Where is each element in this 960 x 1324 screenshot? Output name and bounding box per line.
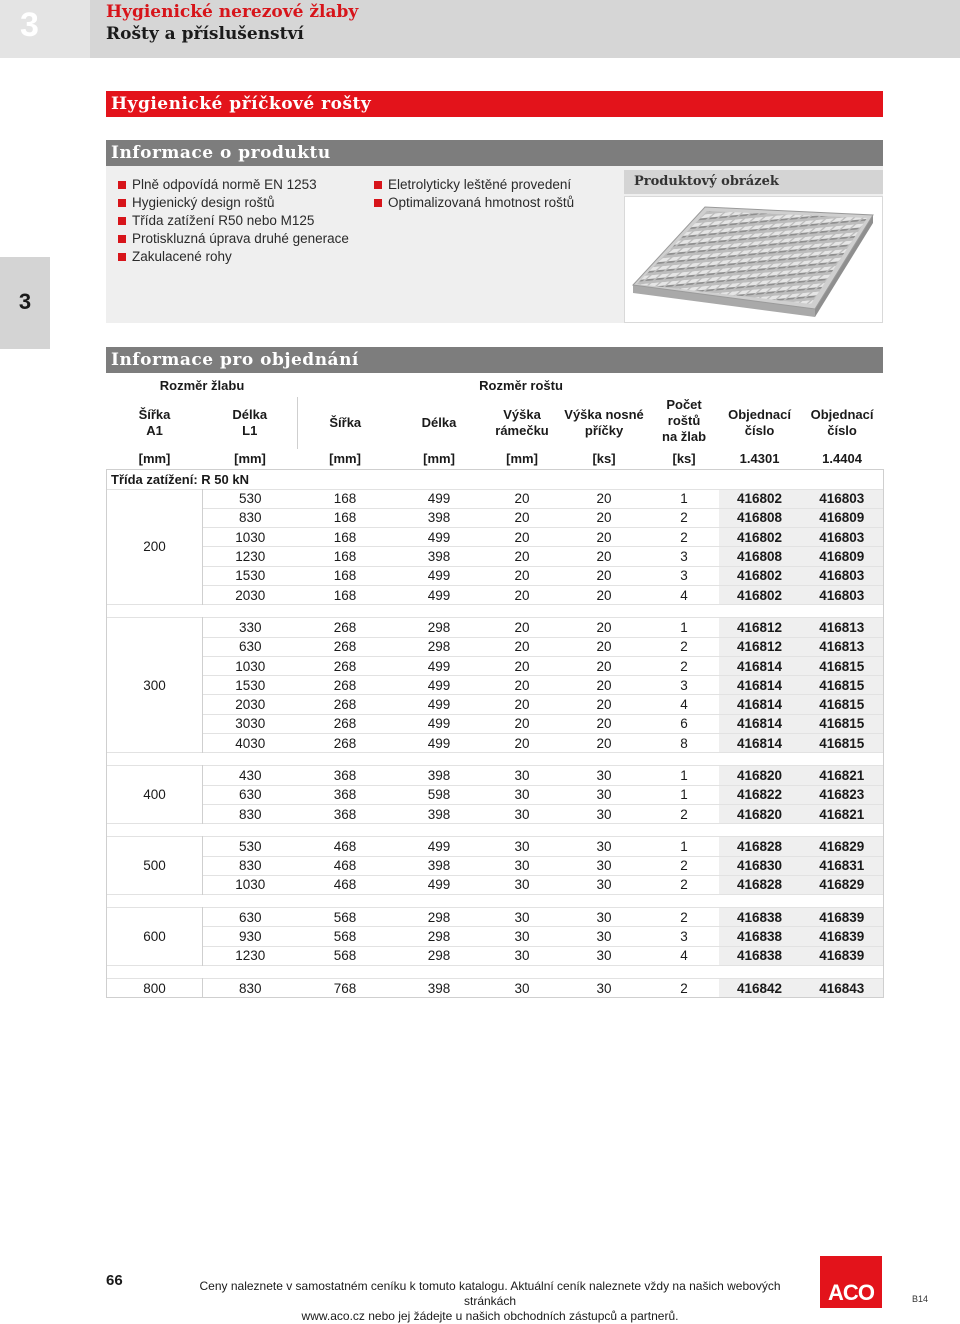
column-header bbox=[486, 397, 559, 449]
table-cell: 4 bbox=[650, 695, 719, 714]
table-cell: 6 bbox=[650, 714, 719, 733]
table-row bbox=[107, 547, 884, 566]
table-cell: 499 bbox=[393, 528, 486, 547]
table-cell: 30 bbox=[559, 804, 650, 823]
table-cell: 268 bbox=[298, 618, 393, 637]
table-cell: 416812 bbox=[719, 637, 801, 656]
channel-width-cell: 400 bbox=[107, 766, 203, 824]
table-row bbox=[107, 528, 884, 547]
table-cell: 416829 bbox=[801, 837, 884, 856]
column-header-label: Šířka bbox=[329, 415, 362, 430]
table-cell: 416803 bbox=[801, 566, 884, 585]
table-cell: 298 bbox=[393, 618, 486, 637]
table-cell: 30 bbox=[486, 927, 559, 946]
table-cell: 20 bbox=[486, 695, 559, 714]
table-cell: 630 bbox=[203, 637, 298, 656]
table-cell: 30 bbox=[486, 804, 559, 823]
table-cell: 4 bbox=[650, 585, 719, 604]
section-title: Hygienické příčkové rošty bbox=[106, 91, 883, 117]
table-cell: 768 bbox=[298, 979, 393, 998]
table-cell: 20 bbox=[559, 656, 650, 675]
table-cell: 168 bbox=[298, 508, 393, 527]
table-cell: 499 bbox=[393, 734, 486, 753]
table-cell: 416815 bbox=[801, 676, 884, 695]
table-cell: 298 bbox=[393, 637, 486, 656]
table-cell: 930 bbox=[203, 927, 298, 946]
table-cell: 20 bbox=[559, 734, 650, 753]
table-cell: 398 bbox=[393, 856, 486, 875]
table-cell: 499 bbox=[393, 489, 486, 508]
table-cell: 20 bbox=[559, 676, 650, 695]
table-cell: 298 bbox=[393, 908, 486, 927]
table-row bbox=[107, 734, 884, 753]
table-cell: 416814 bbox=[719, 695, 801, 714]
table-row bbox=[107, 695, 884, 714]
table-cell: 20 bbox=[559, 637, 650, 656]
table-cell: 416803 bbox=[801, 585, 884, 604]
table-cell: 468 bbox=[298, 856, 393, 875]
table-cell: 1 bbox=[650, 489, 719, 508]
table-cell: 416820 bbox=[719, 804, 801, 823]
table-cell: 268 bbox=[298, 695, 393, 714]
table-cell: 30 bbox=[559, 946, 650, 965]
table-cell: 499 bbox=[393, 656, 486, 675]
table-cell: 416813 bbox=[801, 618, 884, 637]
table-cell: 398 bbox=[393, 547, 486, 566]
chapter-side-tab bbox=[0, 257, 50, 349]
table-cell: 416814 bbox=[719, 676, 801, 695]
table-cell: 168 bbox=[298, 547, 393, 566]
column-header bbox=[650, 397, 719, 449]
table-cell: 1 bbox=[650, 837, 719, 856]
column-header-label: Délka bbox=[232, 407, 268, 422]
table-cell: 20 bbox=[486, 585, 559, 604]
footer-note bbox=[190, 1279, 790, 1324]
column-header-label2: A1 bbox=[146, 423, 163, 438]
table-cell: 416814 bbox=[719, 734, 801, 753]
aco-logo bbox=[820, 1256, 882, 1308]
table-cell: 416815 bbox=[801, 714, 884, 733]
table-cell: 20 bbox=[559, 508, 650, 527]
table-cell: 20 bbox=[486, 547, 559, 566]
table-cell: 416838 bbox=[719, 946, 801, 965]
table-cell: 268 bbox=[298, 714, 393, 733]
table-cell: 416809 bbox=[801, 508, 884, 527]
table-row bbox=[107, 637, 884, 656]
column-header bbox=[559, 397, 650, 449]
table-cell: 499 bbox=[393, 714, 486, 733]
chapter-box bbox=[0, 0, 90, 58]
table-cell: 2 bbox=[650, 528, 719, 547]
table-cell: 499 bbox=[393, 837, 486, 856]
channel-width-cell: 300 bbox=[107, 618, 203, 753]
table-cell: 416815 bbox=[801, 695, 884, 714]
page-code: B14 bbox=[912, 1294, 929, 1304]
table-cell: 416812 bbox=[719, 618, 801, 637]
table-cell: 30 bbox=[486, 946, 559, 965]
table-cell: 30 bbox=[559, 927, 650, 946]
table-cell: 416802 bbox=[719, 585, 801, 604]
column-header-label2: L1 bbox=[242, 423, 258, 438]
group-spacer bbox=[107, 753, 884, 766]
table-cell: 268 bbox=[298, 637, 393, 656]
table-cell: 2 bbox=[650, 637, 719, 656]
footer-note-line-2: www.aco.cz nebo jej žádejte u našich obchodních zástupců a partnerů. bbox=[301, 1309, 679, 1323]
table-cell: 416829 bbox=[801, 875, 884, 894]
table-cell: 298 bbox=[393, 927, 486, 946]
table-row bbox=[107, 489, 884, 508]
table-cell: 630 bbox=[203, 908, 298, 927]
column-header-label2: rámečku bbox=[495, 423, 549, 438]
table-cell: 2 bbox=[650, 908, 719, 927]
table-cell: 530 bbox=[203, 489, 298, 508]
column-header-label2: na žlab bbox=[662, 429, 707, 444]
channel-width-cell: 500 bbox=[107, 837, 203, 895]
chapter-number: 3 bbox=[20, 6, 39, 44]
table-cell: 530 bbox=[203, 837, 298, 856]
feature-item: Eletrolyticky leštěné provedení bbox=[374, 176, 574, 194]
column-unit: [mm] bbox=[234, 451, 266, 467]
table-cell: 499 bbox=[393, 585, 486, 604]
table-cell: 2030 bbox=[203, 695, 298, 714]
feature-item: Protiskluzná úprava druhé generace bbox=[118, 230, 349, 248]
table-row bbox=[107, 566, 884, 585]
table-cell: 1230 bbox=[203, 547, 298, 566]
table-cell: 568 bbox=[298, 946, 393, 965]
table-cell: 268 bbox=[298, 676, 393, 695]
column-header-label: Šířka bbox=[138, 407, 171, 422]
table-cell: 416803 bbox=[801, 528, 884, 547]
column-unit: [mm] bbox=[138, 451, 171, 467]
table-cell: 2 bbox=[650, 979, 719, 998]
table-cell: 499 bbox=[393, 676, 486, 695]
table-cell: 20 bbox=[486, 508, 559, 527]
order-table bbox=[106, 373, 884, 998]
table-cell: 20 bbox=[486, 734, 559, 753]
table-cell: 416838 bbox=[719, 927, 801, 946]
table-cell: 416814 bbox=[719, 656, 801, 675]
table-cell: 168 bbox=[298, 585, 393, 604]
table-cell: 416828 bbox=[719, 837, 801, 856]
table-cell: 1030 bbox=[203, 875, 298, 894]
table-cell: 416828 bbox=[719, 875, 801, 894]
side-tab-number: 3 bbox=[18, 289, 32, 314]
table-cell: 368 bbox=[298, 785, 393, 804]
table-cell: 568 bbox=[298, 927, 393, 946]
table-cell: 416839 bbox=[801, 946, 884, 965]
table-cell: 416831 bbox=[801, 856, 884, 875]
channel-width-cell: 200 bbox=[107, 489, 203, 605]
table-row bbox=[107, 766, 884, 785]
table-cell: 3 bbox=[650, 927, 719, 946]
table-cell: 398 bbox=[393, 979, 486, 998]
table-cell: 416830 bbox=[719, 856, 801, 875]
table-cell: 2 bbox=[650, 875, 719, 894]
table-row bbox=[107, 714, 884, 733]
table-cell: 168 bbox=[298, 566, 393, 585]
column-header-label: Výška bbox=[503, 407, 541, 422]
table-cell: 416808 bbox=[719, 508, 801, 527]
grate-illustration bbox=[625, 197, 882, 322]
feature-item: Plně odpovídá normě EN 1253 bbox=[118, 176, 349, 194]
column-unit: 1.4301 bbox=[739, 451, 780, 467]
table-cell: 416842 bbox=[719, 979, 801, 998]
feature-list-left bbox=[118, 176, 349, 266]
column-unit: 1.4404 bbox=[822, 451, 862, 467]
table-row bbox=[107, 676, 884, 695]
table-cell: 468 bbox=[298, 837, 393, 856]
table-cell: 499 bbox=[393, 566, 486, 585]
feature-item: Optimalizovaná hmotnost roštů bbox=[374, 194, 574, 212]
table-cell: 4 bbox=[650, 946, 719, 965]
channel-dim-header: Rozměr žlabu bbox=[159, 377, 245, 393]
table-cell: 1030 bbox=[203, 656, 298, 675]
table-cell: 30 bbox=[559, 785, 650, 804]
table-cell: 1 bbox=[650, 766, 719, 785]
table-cell: 20 bbox=[486, 637, 559, 656]
table-cell: 1 bbox=[650, 618, 719, 637]
group-spacer bbox=[107, 824, 884, 837]
table-cell: 430 bbox=[203, 766, 298, 785]
order-info-heading: Informace pro objednání bbox=[106, 347, 883, 373]
table-cell: 1230 bbox=[203, 946, 298, 965]
channel-width-cell: 800 bbox=[107, 979, 203, 998]
table-row bbox=[107, 946, 884, 965]
table-cell: 20 bbox=[559, 618, 650, 637]
table-cell: 20 bbox=[559, 695, 650, 714]
table-cell: 416839 bbox=[801, 927, 884, 946]
group-spacer bbox=[107, 966, 884, 979]
table-cell: 3030 bbox=[203, 714, 298, 733]
table-cell: 20 bbox=[486, 618, 559, 637]
table-cell: 416803 bbox=[801, 489, 884, 508]
table-cell: 268 bbox=[298, 656, 393, 675]
page-header bbox=[0, 0, 960, 58]
column-header-label2: číslo bbox=[744, 423, 775, 438]
column-unit: [ks] bbox=[592, 451, 616, 467]
group-spacer bbox=[107, 895, 884, 908]
column-header-label: Délka bbox=[421, 415, 457, 430]
column-unit: [mm] bbox=[506, 451, 538, 467]
table-cell: 416821 bbox=[801, 804, 884, 823]
table-cell: 416802 bbox=[719, 566, 801, 585]
table-cell: 1 bbox=[650, 785, 719, 804]
table-cell: 30 bbox=[486, 908, 559, 927]
table-cell: 30 bbox=[559, 979, 650, 998]
table-row bbox=[107, 837, 884, 856]
column-header bbox=[801, 397, 884, 449]
table-cell: 416802 bbox=[719, 489, 801, 508]
table-cell: 499 bbox=[393, 695, 486, 714]
page-title: Hygienické nerezové žlaby bbox=[106, 2, 359, 22]
table-row bbox=[107, 979, 884, 998]
table-cell: 468 bbox=[298, 875, 393, 894]
aco-logo-text: ACO bbox=[828, 1280, 874, 1305]
table-cell: 30 bbox=[559, 875, 650, 894]
table-cell: 2 bbox=[650, 508, 719, 527]
column-header bbox=[393, 397, 486, 449]
table-cell: 416843 bbox=[801, 979, 884, 998]
product-image-heading: Produktový obrázek bbox=[624, 170, 883, 194]
table-cell: 398 bbox=[393, 804, 486, 823]
table-cell: 298 bbox=[393, 946, 486, 965]
table-cell: 20 bbox=[559, 566, 650, 585]
table-cell: 398 bbox=[393, 766, 486, 785]
feature-list-right bbox=[374, 176, 574, 212]
table-row bbox=[107, 785, 884, 804]
channel-width-cell: 600 bbox=[107, 908, 203, 966]
table-cell: 268 bbox=[298, 734, 393, 753]
column-header-label: Objednací bbox=[810, 407, 874, 422]
table-cell: 20 bbox=[486, 676, 559, 695]
feature-item: Třída zatížení R50 nebo M125 bbox=[118, 212, 349, 230]
table-cell: 30 bbox=[559, 766, 650, 785]
table-cell: 398 bbox=[393, 508, 486, 527]
table-cell: 416808 bbox=[719, 547, 801, 566]
footer-note-line-1: Ceny naleznete v samostatném ceníku k tomuto katalogu. Aktuální ceník naleznete vždy na našich webových stránkách bbox=[199, 1279, 781, 1308]
table-cell: 830 bbox=[203, 804, 298, 823]
table-cell: 2 bbox=[650, 804, 719, 823]
table-cell: 30 bbox=[559, 856, 650, 875]
column-header bbox=[203, 397, 298, 449]
table-cell: 499 bbox=[393, 875, 486, 894]
table-cell: 20 bbox=[559, 547, 650, 566]
grate-dim-header: Rozměr roštu bbox=[479, 377, 563, 393]
table-cell: 1530 bbox=[203, 566, 298, 585]
table-cell: 20 bbox=[559, 714, 650, 733]
table-cell: 568 bbox=[298, 908, 393, 927]
table-row bbox=[107, 908, 884, 927]
table-cell: 8 bbox=[650, 734, 719, 753]
table-cell: 168 bbox=[298, 489, 393, 508]
table-cell: 368 bbox=[298, 766, 393, 785]
product-info-heading: Informace o produktu bbox=[106, 140, 883, 166]
table-cell: 416838 bbox=[719, 908, 801, 927]
table-cell: 368 bbox=[298, 804, 393, 823]
table-cell: 2 bbox=[650, 656, 719, 675]
column-header bbox=[298, 397, 393, 449]
table-cell: 416802 bbox=[719, 528, 801, 547]
table-cell: 330 bbox=[203, 618, 298, 637]
table-cell: 20 bbox=[559, 585, 650, 604]
product-image bbox=[624, 196, 883, 323]
table-cell: 30 bbox=[559, 908, 650, 927]
table-cell: 416822 bbox=[719, 785, 801, 804]
table-cell: 20 bbox=[486, 528, 559, 547]
table-cell: 416809 bbox=[801, 547, 884, 566]
table-cell: 830 bbox=[203, 508, 298, 527]
table-cell: 1030 bbox=[203, 528, 298, 547]
table-cell: 416820 bbox=[719, 766, 801, 785]
column-header bbox=[107, 397, 203, 449]
table-row bbox=[107, 875, 884, 894]
table-cell: 830 bbox=[203, 856, 298, 875]
table-cell: 30 bbox=[486, 979, 559, 998]
header-spacer bbox=[650, 373, 884, 397]
table-cell: 20 bbox=[486, 656, 559, 675]
table-cell: 30 bbox=[486, 875, 559, 894]
table-cell: 20 bbox=[559, 528, 650, 547]
table-cell: 30 bbox=[559, 837, 650, 856]
feature-item: Hygienický design roštů bbox=[118, 194, 349, 212]
table-cell: 2 bbox=[650, 856, 719, 875]
table-cell: 416839 bbox=[801, 908, 884, 927]
table-cell: 416823 bbox=[801, 785, 884, 804]
table-cell: 30 bbox=[486, 856, 559, 875]
table-cell: 30 bbox=[486, 766, 559, 785]
table-cell: 20 bbox=[486, 714, 559, 733]
table-cell: 20 bbox=[486, 489, 559, 508]
header-spacer bbox=[298, 373, 393, 397]
table-row bbox=[107, 585, 884, 604]
table-row bbox=[107, 856, 884, 875]
page-number: 66 bbox=[106, 1272, 123, 1289]
group-spacer bbox=[107, 605, 884, 618]
table-cell: 20 bbox=[486, 566, 559, 585]
feature-item: Zakulacené rohy bbox=[118, 248, 349, 266]
table-cell: 3 bbox=[650, 547, 719, 566]
column-header bbox=[719, 397, 801, 449]
column-unit: [mm] bbox=[329, 451, 361, 467]
column-unit: [ks] bbox=[672, 451, 696, 467]
table-cell: 168 bbox=[298, 528, 393, 547]
table-cell: 416815 bbox=[801, 656, 884, 675]
table-row bbox=[107, 618, 884, 637]
table-cell: 416821 bbox=[801, 766, 884, 785]
table-cell: 2030 bbox=[203, 585, 298, 604]
table-cell: 3 bbox=[650, 566, 719, 585]
table-cell: 20 bbox=[559, 489, 650, 508]
column-header-label2: číslo bbox=[827, 423, 857, 438]
table-row bbox=[107, 927, 884, 946]
table-row bbox=[107, 656, 884, 675]
table-cell: 598 bbox=[393, 785, 486, 804]
table-row bbox=[107, 508, 884, 527]
table-cell: 830 bbox=[203, 979, 298, 998]
column-unit: [mm] bbox=[423, 451, 455, 467]
table-cell: 416815 bbox=[801, 734, 884, 753]
load-class-label: Třída zatížení: R 50 kN bbox=[107, 469, 884, 489]
table-cell: 3 bbox=[650, 676, 719, 695]
table-cell: 416814 bbox=[719, 714, 801, 733]
column-header-label2: příčky bbox=[584, 423, 624, 438]
table-cell: 1530 bbox=[203, 676, 298, 695]
column-header-label: Výška nosné bbox=[564, 407, 644, 422]
table-cell: 416813 bbox=[801, 637, 884, 656]
table-cell: 30 bbox=[486, 785, 559, 804]
page-subtitle: Rošty a příslušenství bbox=[106, 24, 304, 44]
column-header-label: Objednací bbox=[728, 407, 791, 422]
table-cell: 4030 bbox=[203, 734, 298, 753]
column-header-label: Počet roštů bbox=[666, 397, 702, 428]
table-row bbox=[107, 804, 884, 823]
product-info-panel bbox=[106, 166, 883, 323]
table-cell: 630 bbox=[203, 785, 298, 804]
table-cell: 30 bbox=[486, 837, 559, 856]
